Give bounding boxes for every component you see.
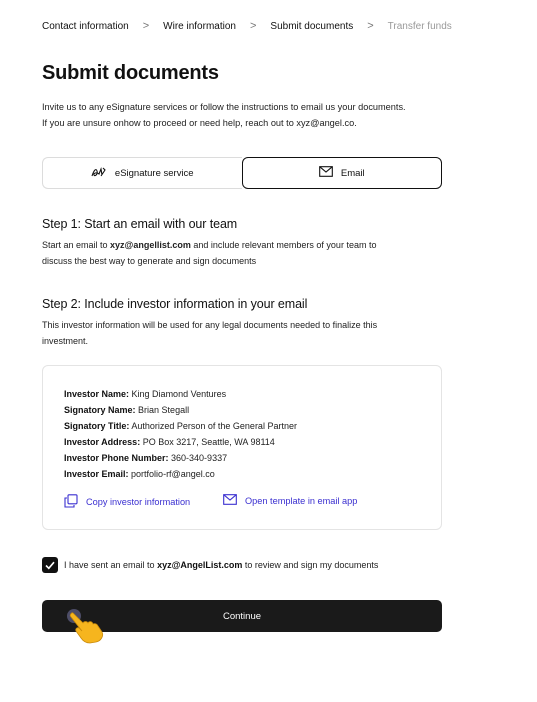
method-tabs	[42, 157, 442, 189]
chevron-right-icon: >	[367, 20, 374, 32]
investor-phone-row	[64, 453, 227, 463]
confirm-row	[42, 557, 378, 573]
intro-line: Invite us to any eSignature services or follow the instructions to email us your documents.	[42, 102, 406, 112]
investor-email-row	[64, 469, 215, 479]
step1-heading: Step 1: Start an email with our team	[42, 217, 238, 231]
field-value: PO Box 3217, Seattle, WA 98114	[142, 437, 275, 447]
checkmark-icon	[45, 561, 55, 570]
tab-email[interactable]	[242, 157, 443, 189]
breadcrumb-step-transfer: Transfer funds	[387, 20, 452, 32]
continue-label: Continue	[222, 610, 262, 622]
copy-label: Copy investor information	[86, 497, 191, 507]
breadcrumb-step-contact[interactable]: Contact information	[42, 20, 129, 32]
investor-info-card	[42, 365, 442, 530]
copy-investor-info-link[interactable]	[64, 494, 190, 510]
field-value: Authorized Person of the General Partner	[131, 421, 297, 431]
investor-name-row	[64, 389, 226, 399]
field-value: 360-340-9337	[171, 453, 228, 463]
intro-line: If you are unsure onhow to proceed or need help, reach out to xyz@angel.co.	[42, 118, 357, 128]
open-template-link[interactable]	[223, 494, 357, 507]
confirm-label	[64, 560, 378, 570]
tab-esignature[interactable]	[42, 157, 242, 189]
chevron-right-icon: >	[142, 20, 150, 32]
hand-pointer-icon	[64, 604, 112, 644]
step2-line: investment.	[42, 336, 89, 346]
copy-icon	[64, 494, 78, 510]
field-label: Signatory Name:	[64, 405, 136, 415]
step1-line	[42, 237, 432, 253]
field-value: Brian Stegall	[138, 405, 190, 415]
team-email: xyz@angellist.com	[110, 240, 191, 250]
template-label: Open template in email app	[245, 495, 358, 506]
step1-line: discuss the best way to generate and sign documents	[42, 256, 257, 266]
field-value: portfolio-rf@angel.co	[131, 469, 215, 479]
tab-label: eSignature service	[114, 167, 194, 179]
signatory-title-row	[64, 421, 297, 431]
signatory-name-row	[64, 405, 189, 415]
step2-heading: Step 2: Include investor information in your email	[42, 297, 308, 311]
confirm-text-part: to review and sign my documents	[242, 560, 379, 570]
page-title: Submit documents	[42, 62, 219, 84]
page-intro	[42, 99, 462, 131]
chevron-right-icon: >	[249, 20, 257, 32]
signature-icon	[91, 166, 107, 181]
step1-text-part: Start an email to	[42, 240, 111, 250]
field-label: Investor Phone Number:	[64, 453, 169, 463]
field-label: Signatory Title:	[64, 421, 130, 431]
field-label: Investor Email:	[64, 469, 129, 479]
investor-address-row	[64, 437, 275, 447]
step2-line: This investor information will be used for any legal documents needed to finalize this	[42, 320, 378, 330]
step2-text	[42, 317, 432, 349]
breadcrumb	[42, 20, 452, 32]
field-label: Investor Address:	[64, 437, 141, 447]
step1-text	[42, 237, 432, 269]
envelope-icon	[319, 166, 333, 180]
field-label: Investor Name:	[64, 389, 130, 399]
confirm-email: xyz@AngelList.com	[157, 560, 243, 570]
confirm-text-part: I have sent an email to	[64, 560, 158, 570]
step1-text-part: and include relevant members of your team to	[190, 240, 377, 250]
field-value: King Diamond Ventures	[131, 389, 227, 399]
breadcrumb-step-submit[interactable]: Submit documents	[270, 20, 354, 32]
envelope-icon	[223, 494, 237, 507]
breadcrumb-step-wire[interactable]: Wire information	[163, 20, 236, 32]
confirm-checkbox[interactable]	[42, 557, 58, 573]
tab-label: Email	[340, 167, 365, 179]
